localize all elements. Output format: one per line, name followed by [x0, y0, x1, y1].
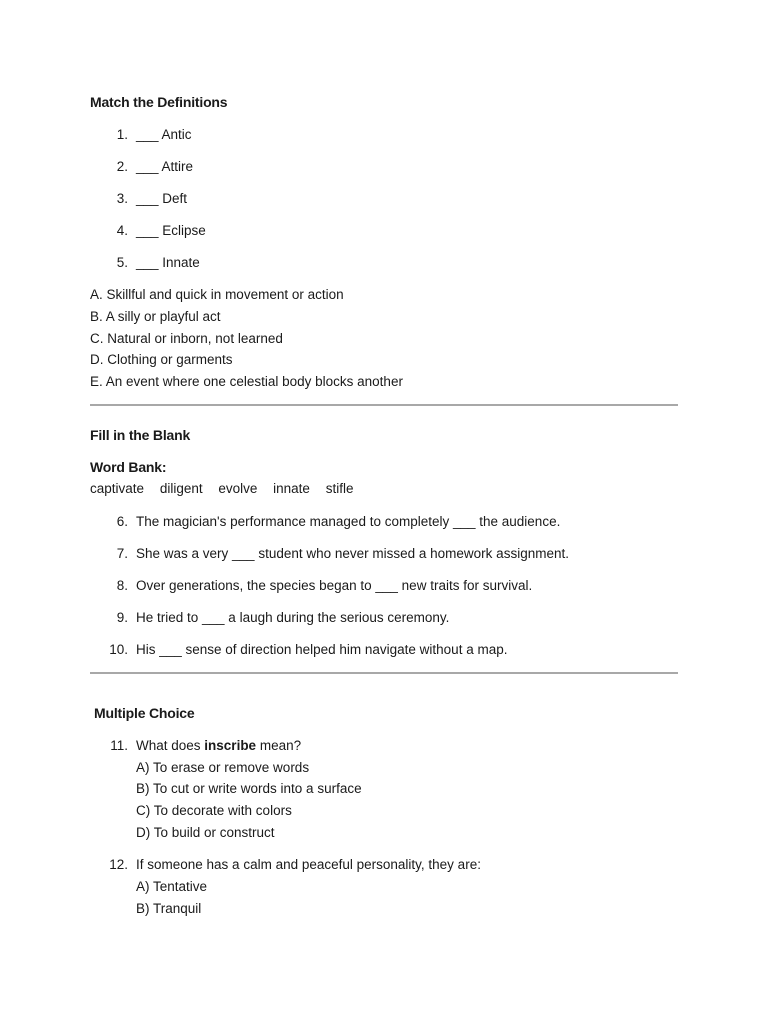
question-keyword: inscribe	[204, 738, 257, 753]
item-text: He tried to ___ a laugh during the serious ceremony.	[136, 610, 450, 625]
fill-item	[106, 609, 449, 627]
definition-e: E. An event where one celestial body blocks another	[90, 374, 403, 389]
question-12	[106, 856, 481, 874]
definition-b: B. A silly or playful act	[90, 309, 221, 324]
question-suffix: mean?	[256, 738, 302, 753]
section-title-fill: Fill in the Blank	[90, 427, 191, 443]
match-item	[106, 126, 192, 144]
item-number: 12.	[109, 857, 128, 872]
definition-c: C. Natural or inborn, not learned	[90, 331, 283, 346]
item-number: 3.	[116, 191, 128, 206]
item-text: His ___ sense of direction helped him navigate without a map.	[136, 642, 508, 657]
item-number: 4.	[116, 223, 128, 238]
answer-option: C) To decorate with colors	[136, 803, 292, 818]
definition-d: D. Clothing or garments	[90, 352, 233, 367]
fill-item	[106, 577, 532, 595]
word-bank-word: evolve	[218, 481, 258, 496]
word-bank-word: innate	[273, 481, 310, 496]
item-text: She was a very ___ student who never missed a homework assignment.	[136, 546, 569, 561]
word-bank-word: diligent	[159, 481, 203, 496]
item-number: 11.	[110, 738, 128, 753]
item-text: Over generations, the species began to ___ new traits for survival.	[136, 578, 533, 593]
answer-option: D) To build or construct	[136, 825, 275, 840]
section-divider	[90, 672, 678, 674]
section-divider	[90, 404, 678, 406]
definition-a: A. Skillful and quick in movement or action	[90, 287, 344, 302]
answer-option: A) Tentative	[136, 879, 208, 894]
item-text: ___ Innate	[136, 255, 200, 270]
item-number: 1.	[116, 127, 128, 142]
item-text: ___ Eclipse	[136, 223, 206, 238]
item-text: The magician's performance managed to completely ___ the audience.	[136, 514, 561, 529]
fill-item	[106, 545, 569, 563]
word-bank-label: Word Bank:	[90, 459, 167, 475]
item-text: ___ Deft	[136, 191, 188, 206]
item-number: 6.	[116, 514, 128, 529]
match-item	[106, 222, 206, 240]
item-number: 9.	[116, 610, 128, 625]
item-number: 10.	[109, 642, 128, 657]
answer-option: A) To erase or remove words	[136, 760, 310, 775]
fill-item	[106, 641, 507, 659]
question-prefix: What does	[136, 738, 205, 753]
section-title-match: Match the Definitions	[90, 94, 228, 110]
item-number: 2.	[116, 159, 128, 174]
match-item	[106, 158, 193, 176]
answer-option: B) To cut or write words into a surface	[136, 781, 362, 796]
item-number: 5.	[116, 255, 128, 270]
question-11	[106, 737, 301, 755]
match-item	[106, 190, 187, 208]
word-bank-word: captivate	[90, 481, 145, 496]
match-item	[106, 254, 200, 272]
word-bank	[90, 481, 365, 496]
fill-item	[106, 513, 560, 531]
item-number: 7.	[116, 546, 128, 561]
item-text: ___ Attire	[136, 159, 194, 174]
item-text: ___ Antic	[136, 127, 192, 142]
question-text: If someone has a calm and peaceful personality, they are:	[136, 857, 481, 872]
word-bank-word: stifle	[325, 481, 354, 496]
answer-option: B) Tranquil	[136, 901, 202, 916]
section-title-multiple-choice: Multiple Choice	[94, 705, 195, 721]
item-number: 8.	[116, 578, 128, 593]
